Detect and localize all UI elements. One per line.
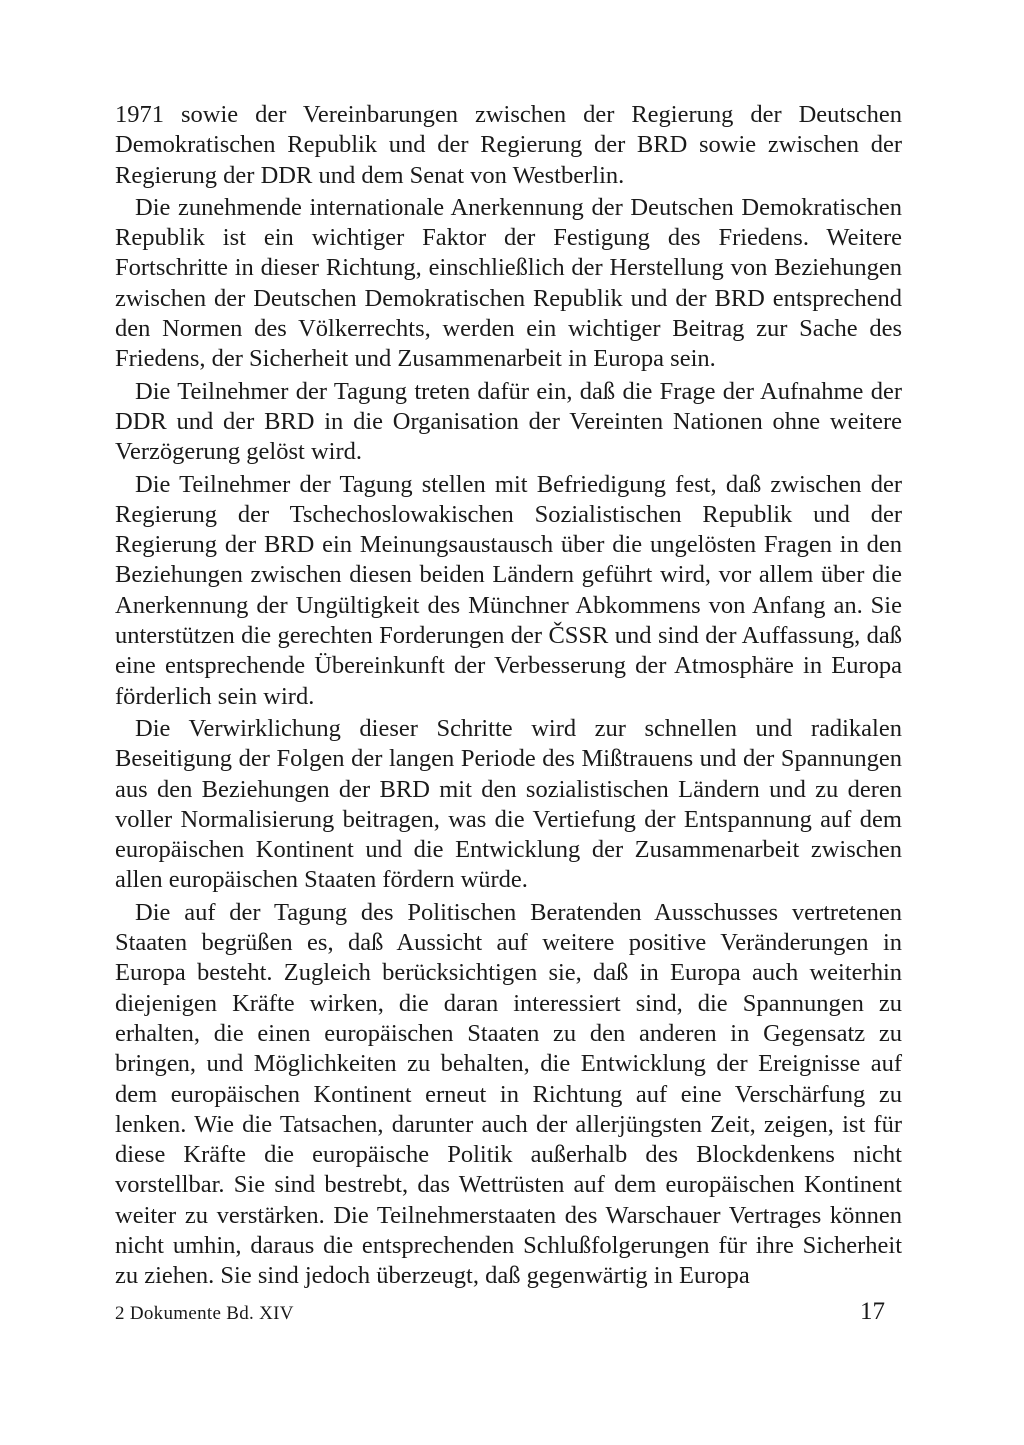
paragraph: Die Teilnehmer der Tagung stellen mit Befriedigung fest, daß zwischen der Regierung der Tschechoslowakischen Sozialistischen Republik und der Regierung der BRD ein Meinungsaustausch über die ungelösten Fragen in den Beziehungen zwischen diesen beiden Ländern geführt wird, vor allem über die Anerkennung der Ungültigkeit des Münchner Abkommens von Anfang an. Sie unterstützen die gerechten Forderungen der ČSSR und sind der Auffassung, daß eine entsprechende Übereinkunft der Verbesserung der Atmosphäre in Europa förderlich sein wird. (115, 470, 902, 710)
body-text (115, 100, 902, 1292)
signature-mark: 2 Dokumente Bd. XIV (115, 1303, 294, 1324)
page-content (115, 100, 902, 1294)
paragraph: Die zunehmende internationale Anerkennung der Deutschen Demokratischen Republik ist ein wichtiger Faktor der Festigung des Friedens. Weitere Fortschritte in dieser Richtung, einschließlich der Herstellung von Beziehungen zwischen der Deutschen Demokratischen Republik und der BRD entsprechend den Normen des Völkerrechts, werden ein wichtiger Beitrag zur Sache des Friedens, der Sicherheit und Zusammenarbeit in Europa sein. (115, 193, 902, 373)
paragraph: Die Teilnehmer der Tagung treten dafür ein, daß die Frage der Aufnahme der DDR und der BRD in die Organisation der Vereinten Nationen ohne weitere Verzögerung gelöst wird. (115, 377, 902, 466)
paragraph: Die auf der Tagung des Politischen Beratenden Ausschusses vertretenen Staaten begrüßen es, daß Aussicht auf weitere positive Veränderungen in Europa besteht. Zugleich berücksichtigen sie, daß in Europa auch weiterhin diejenigen Kräfte wirken, die daran interessiert sind, die Spannungen zu erhalten, die einen europäischen Staaten zu den anderen in Gegensatz zu bringen, und Möglichkeiten zu behalten, die Entwicklung der Ereignisse auf dem europäischen Kontinent erneut in Richtung auf eine Verschärfung zu lenken. Wie die Tatsachen, darunter auch der allerjüngsten Zeit, zeigen, ist für diese Kräfte die europäische Politik außerhalb des Blockdenkens nicht vorstellbar. Sie sind bestrebt, das Wettrüsten auf dem europäischen Kontinent weiter zu verstärken. Die Teilnehmerstaaten des Warschauer Vertrages können nicht umhin, daraus die entsprechenden Schlußfolgerungen für ihre Sicherheit zu ziehen. Sie sind jedoch überzeugt, daß gegenwärtig in Europa (115, 898, 902, 1290)
paragraph: 1971 sowie der Vereinbarungen zwischen der Regierung der Deutschen Demokratischen Republik und der Regierung der BRD sowie zwischen der Regierung der DDR und dem Senat von Westberlin. (115, 101, 902, 189)
page-number: 17 (860, 1298, 885, 1325)
page-footer (115, 1298, 885, 1328)
paragraph: Die Verwirklichung dieser Schritte wird zur schnellen und radikalen Beseitigung der Folgen der langen Periode des Mißtrauens und der Spannungen aus den Beziehungen der BRD mit den sozialistischen Ländern und zu deren voller Normalisierung beitragen, was die Vertiefung der Entspannung auf dem europäischen Kontinent und die Entwicklung der Zusammenarbeit zwischen allen europäischen Staaten fördern würde. (115, 714, 902, 894)
